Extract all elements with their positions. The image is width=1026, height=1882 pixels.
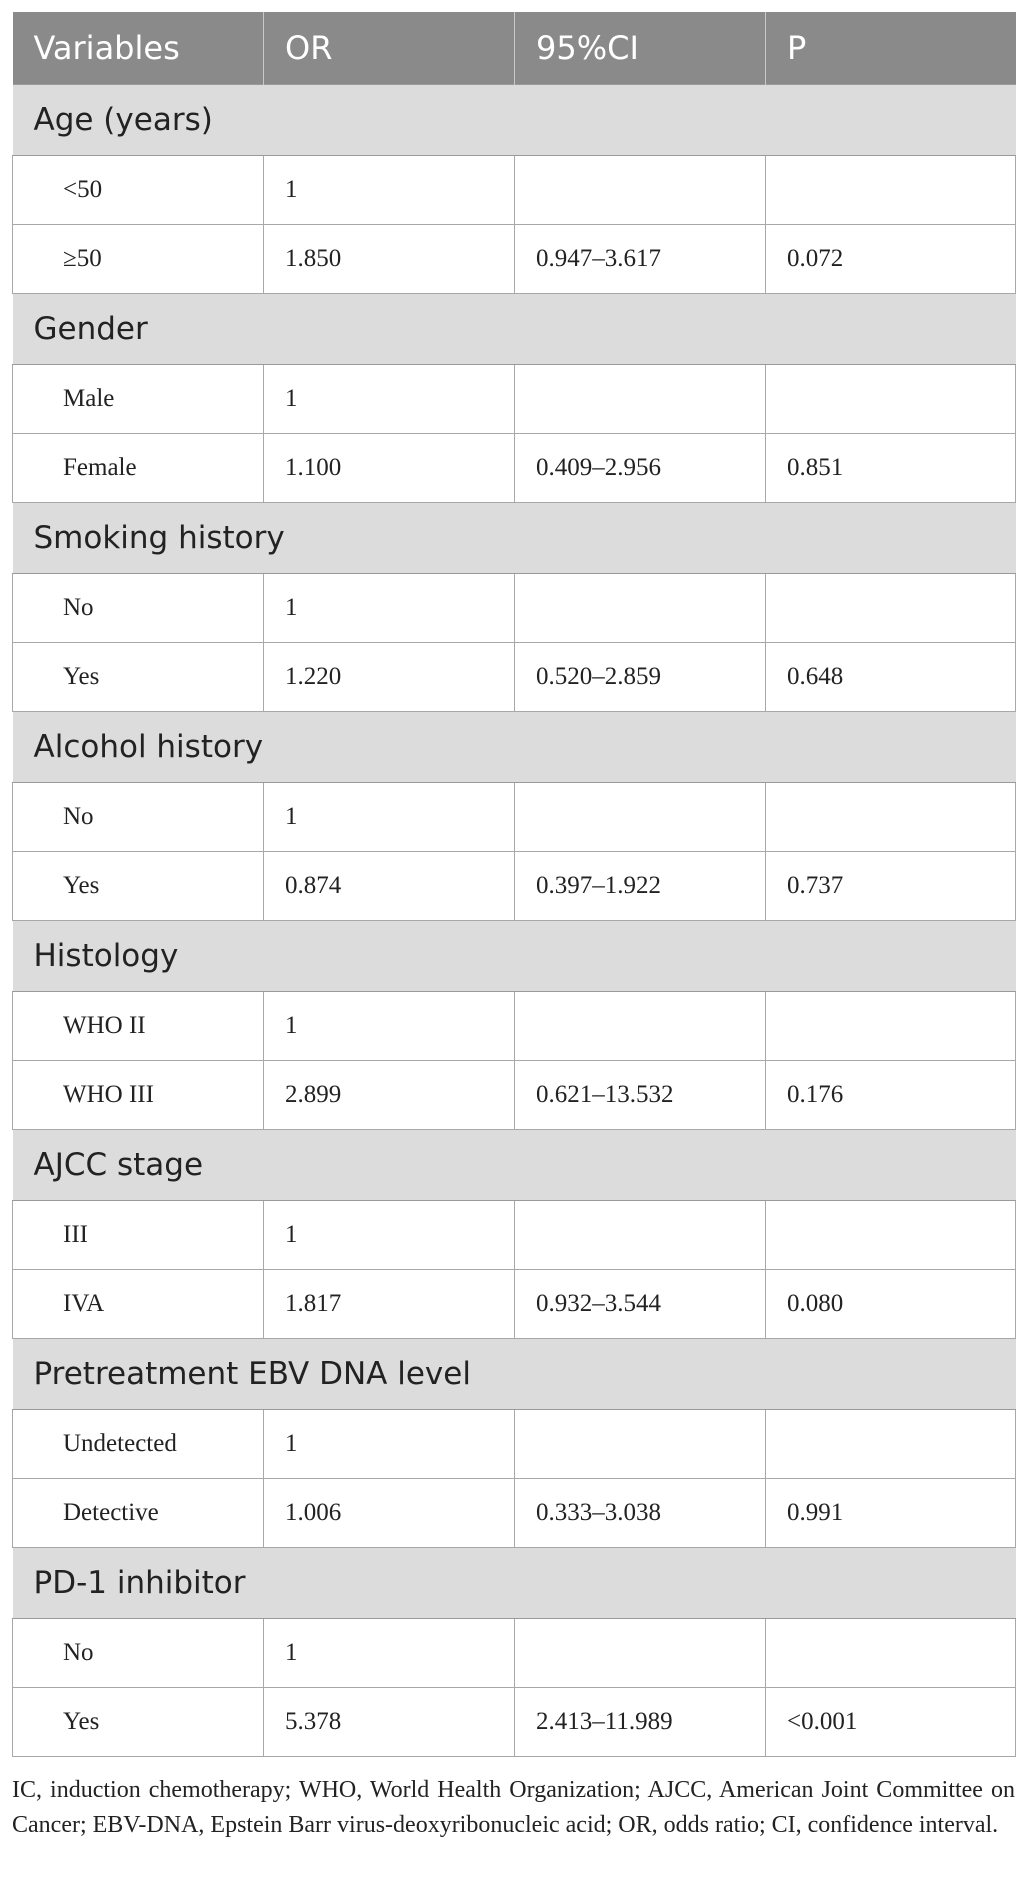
- ci-cell: 2.413–11.989: [515, 1687, 766, 1756]
- group-row: [13, 1129, 1016, 1200]
- table-header: [13, 12, 1016, 84]
- table-row: [13, 1618, 1016, 1687]
- table-row: [13, 1478, 1016, 1547]
- table-row: [13, 1060, 1016, 1129]
- ci-cell: [515, 991, 766, 1060]
- table-footnote: IC, induction chemotherapy; WHO, World Health Organization; AJCC, American Joint Committee on Cancer; EBV-DNA, Epstein Barr virus-deoxyribonucleic acid; OR, odds ratio; CI, confidence interval.: [12, 1777, 1015, 1838]
- level-cell: No: [13, 573, 264, 642]
- level-cell: III: [13, 1200, 264, 1269]
- level-cell: Yes: [13, 642, 264, 711]
- or-cell: 1.850: [264, 224, 515, 293]
- level-cell: Yes: [13, 851, 264, 920]
- p-cell: [766, 1409, 1016, 1478]
- ci-cell: 0.520–2.859: [515, 642, 766, 711]
- table-row: [13, 1409, 1016, 1478]
- ci-cell: 0.932–3.544: [515, 1269, 766, 1338]
- p-cell: [766, 364, 1016, 433]
- or-cell: 1.006: [264, 1478, 515, 1547]
- group-label: Histology: [13, 920, 1016, 991]
- p-cell: [766, 573, 1016, 642]
- group-row: [13, 1547, 1016, 1618]
- table-body: [13, 84, 1016, 1756]
- ci-cell: 0.409–2.956: [515, 433, 766, 502]
- p-cell: 0.072: [766, 224, 1016, 293]
- table-row: [13, 991, 1016, 1060]
- level-cell: WHO III: [13, 1060, 264, 1129]
- group-label: Age (years): [13, 84, 1016, 155]
- or-cell: 1: [264, 1409, 515, 1478]
- table-row: [13, 1687, 1016, 1756]
- ci-cell: 0.947–3.617: [515, 224, 766, 293]
- group-label: Alcohol history: [13, 711, 1016, 782]
- header-p: P: [766, 12, 1016, 84]
- group-row: [13, 293, 1016, 364]
- table-row: [13, 851, 1016, 920]
- or-cell: 1: [264, 155, 515, 224]
- or-cell: 1: [264, 1200, 515, 1269]
- ci-cell: [515, 364, 766, 433]
- p-cell: <0.001: [766, 1687, 1016, 1756]
- regression-table: [12, 12, 1016, 1757]
- level-cell: Female: [13, 433, 264, 502]
- ci-cell: 0.621–13.532: [515, 1060, 766, 1129]
- level-cell: Yes: [13, 1687, 264, 1756]
- level-cell: No: [13, 782, 264, 851]
- header-variables: Variables: [13, 12, 264, 84]
- ci-cell: [515, 1200, 766, 1269]
- p-cell: 0.648: [766, 642, 1016, 711]
- level-cell: Male: [13, 364, 264, 433]
- header-row: [13, 12, 1016, 84]
- or-cell: 2.899: [264, 1060, 515, 1129]
- or-cell: 0.874: [264, 851, 515, 920]
- group-label: Pretreatment EBV DNA level: [13, 1338, 1016, 1409]
- ci-cell: [515, 155, 766, 224]
- group-label: AJCC stage: [13, 1129, 1016, 1200]
- p-cell: [766, 991, 1016, 1060]
- p-cell: [766, 782, 1016, 851]
- or-cell: 1: [264, 991, 515, 1060]
- group-row: [13, 84, 1016, 155]
- level-cell: <50: [13, 155, 264, 224]
- group-label: PD-1 inhibitor: [13, 1547, 1016, 1618]
- or-cell: 1: [264, 782, 515, 851]
- p-cell: 0.991: [766, 1478, 1016, 1547]
- group-row: [13, 1338, 1016, 1409]
- level-cell: IVA: [13, 1269, 264, 1338]
- p-cell: 0.851: [766, 433, 1016, 502]
- table-row: [13, 433, 1016, 502]
- ci-cell: [515, 573, 766, 642]
- or-cell: 5.378: [264, 1687, 515, 1756]
- ci-cell: [515, 1618, 766, 1687]
- p-cell: [766, 155, 1016, 224]
- p-cell: [766, 1618, 1016, 1687]
- group-label: Gender: [13, 293, 1016, 364]
- level-cell: ≥50: [13, 224, 264, 293]
- ci-cell: 0.397–1.922: [515, 851, 766, 920]
- table-row: [13, 224, 1016, 293]
- group-row: [13, 920, 1016, 991]
- or-cell: 1.220: [264, 642, 515, 711]
- p-cell: 0.737: [766, 851, 1016, 920]
- p-cell: [766, 1200, 1016, 1269]
- group-label: Smoking history: [13, 502, 1016, 573]
- p-cell: 0.080: [766, 1269, 1016, 1338]
- table-row: [13, 364, 1016, 433]
- header-ci: 95%CI: [515, 12, 766, 84]
- table-row: [13, 1200, 1016, 1269]
- level-cell: Undetected: [13, 1409, 264, 1478]
- table-row: [13, 1269, 1016, 1338]
- header-or: OR: [264, 12, 515, 84]
- or-cell: 1.100: [264, 433, 515, 502]
- or-cell: 1: [264, 1618, 515, 1687]
- level-cell: WHO II: [13, 991, 264, 1060]
- level-cell: Detective: [13, 1478, 264, 1547]
- table-row: [13, 155, 1016, 224]
- p-cell: 0.176: [766, 1060, 1016, 1129]
- ci-cell: 0.333–3.038: [515, 1478, 766, 1547]
- or-cell: 1: [264, 573, 515, 642]
- table-container: [12, 12, 1015, 1757]
- group-row: [13, 711, 1016, 782]
- level-cell: No: [13, 1618, 264, 1687]
- table-row: [13, 573, 1016, 642]
- ci-cell: [515, 782, 766, 851]
- group-row: [13, 502, 1016, 573]
- table-row: [13, 782, 1016, 851]
- table-row: [13, 642, 1016, 711]
- ci-cell: [515, 1409, 766, 1478]
- or-cell: 1.817: [264, 1269, 515, 1338]
- or-cell: 1: [264, 364, 515, 433]
